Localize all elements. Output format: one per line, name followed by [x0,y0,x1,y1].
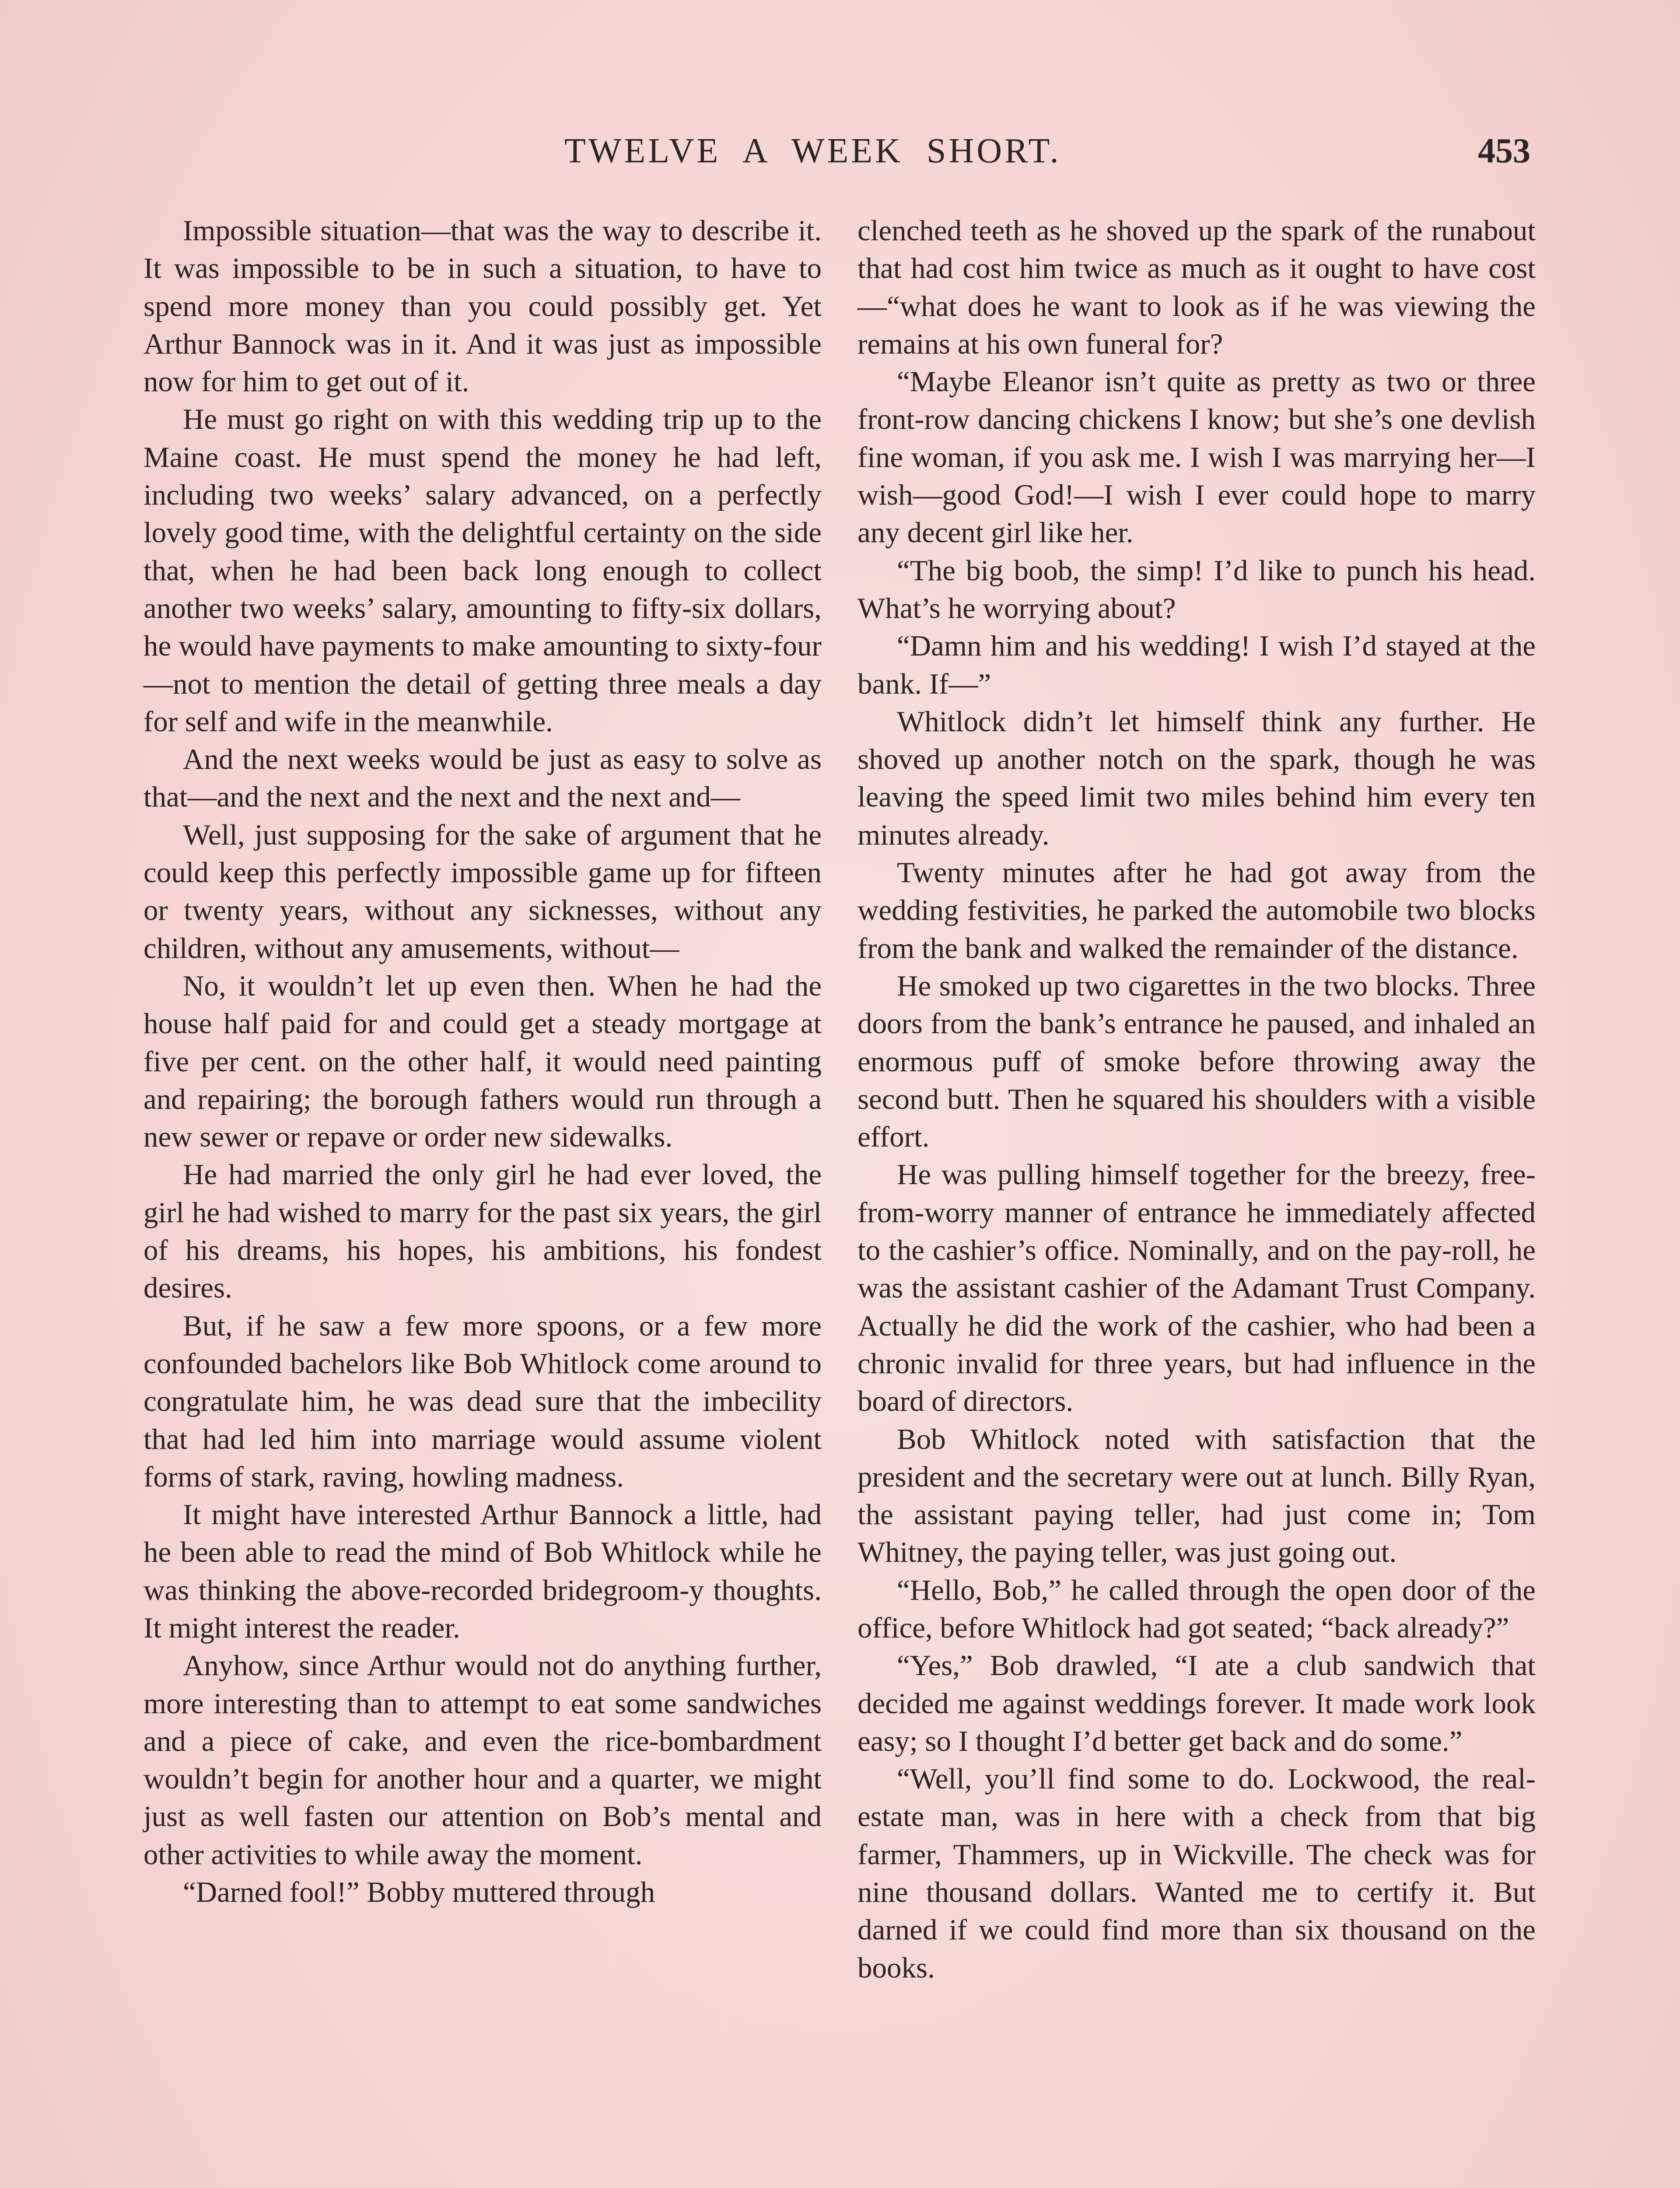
paragraph: Twenty minutes after he had got away from the wedding festivities, he parked the automobile two blocks from the bank and walked the remainder of the distance. [858,856,1536,964]
paragraph: “Well, you’ll find some to do. Lockwood, the real-estate man, was in here with a check from that big farmer, Thammers, up in Wickville. The check was for nine thousand dollars. Wanted me to certify it. But darned if we could find more than six thousand on the books. [858,1763,1536,1984]
running-title: TWELVE A WEEK SHORT. [564,132,1061,170]
paragraph: Well, just supposing for the sake of argument that he could keep this perfectly impossible game up for fifteen or twenty years, without any sicknesses, without any children, without any amusements, without— [144,818,822,964]
paragraph: And the next weeks would be just as easy to solve as that—and the next and the next and the next and— [144,743,822,813]
paragraph: Impossible situation—that was the way to describe it. It was impossible to be in such a situation, to have to spend more money than you could possibly get. Yet Arthur Bannock was in it. And it was just as impossible now for him to get out of it. [144,214,822,398]
paragraph: He must go right on with this wedding trip up to the Maine coast. He must spend the money he had left, including two weeks’ salary advanced, on a perfectly lovely good time, with the delightful certainty on the side that, when he had been back long enough to collect another two weeks’ salary, amounting to fifty-six dollars, he would have payments to make amounting to sixty-four—not to mention the detail of getting three meals a day for self and wife in the meanwhile. [144,403,822,738]
right-text-column [858,212,1536,1987]
paragraph: Anyhow, since Arthur would not do anything further, more interesting than to attempt to eat some sandwiches and a piece of cake, and even the rice-bombardment wouldn’t begin for another hour and a quarter, we might just as well fasten our attention on Bob’s mental and other activities to while away the moment. [144,1649,822,1871]
paragraph: “The big boob, the simp! I’d like to punch his head. What’s he worrying about? [858,554,1536,624]
paragraph: “Darned fool!” Bobby muttered through [183,1876,655,1909]
paragraph: Bob Whitlock noted with satisfaction that the president and the secretary were out at lunch. Billy Ryan, the assistant paying teller, had just come in; Tom Whitney, the paying teller, was just going out. [858,1423,1536,1569]
paragraph: But, if he saw a few more spoons, or a few more confounded bachelors like Bob Whitlock come around to congratulate him, he was dead sure that the imbecility that had led him into marriage would assume violent forms of stark, raving, howling madness. [144,1309,822,1493]
paragraph: “Damn him and his wedding! I wish I’d stayed at the bank. If—” [858,630,1536,700]
paragraph: It might have interested Arthur Bannock a little, had he been able to read the mind of Bob Whitlock while he was thinking the above-recorded bridegroom-y thoughts. It might interest the reader. [144,1498,822,1644]
left-text-column [144,212,822,1911]
paragraph: He had married the only girl he had ever loved, the girl he had wished to marry for the past six years, the girl of his dreams, his hopes, his ambitions, his fondest desires. [144,1158,822,1304]
paragraph: Whitlock didn’t let himself think any further. He shoved up another notch on the spark, though he was leaving the speed limit two miles behind him every ten minutes already. [858,705,1536,851]
paragraph: He smoked up two cigarettes in the two blocks. Three doors from the bank’s entrance he paused, and inhaled an enormous puff of smoke before throwing away the second butt. Then he squared his shoulders with a visible effort. [858,969,1536,1154]
continued-paragraph: clenched teeth as he shoved up the spark of the runabout that had cost him twice as much as it ought to have cost—“what does he want to look as if he was viewing the remains at his own funeral for? [858,214,1536,360]
paragraph: No, it wouldn’t let up even then. When he had the house half paid for and could get a steady mortgage at five per cent. on the other half, it would need painting and repairing; the borough fathers would run through a new sewer or repave or order new sidewalks. [144,969,822,1154]
paragraph: He was pulling himself together for the breezy, free-from-worry manner of entrance he immediately affected to the cashier’s office. Nominally, and on the pay-roll, he was the assistant cashier of the Adamant Trust Company. Actually he did the work of the cashier, who had been a chronic invalid for three years, but had influence in the board of directors. [858,1158,1536,1418]
page-number: 453 [1478,132,1530,170]
paragraph: “Maybe Eleanor isn’t quite as pretty as two or three front-row dancing chickens I know; but she’s one devlish fine woman, if you ask me. I wish I was marrying her—I wish—good God!—I wish I ever could hope to marry any decent girl like her. [858,365,1536,549]
paragraph: “Hello, Bob,” he called through the open door of the office, before Whitlock had got seated; “back already?” [858,1574,1536,1644]
paragraph: “Yes,” Bob drawled, “I ate a club sandwich that decided me against weddings forever. It made work look easy; so I thought I’d better get back and do some.” [858,1649,1536,1757]
